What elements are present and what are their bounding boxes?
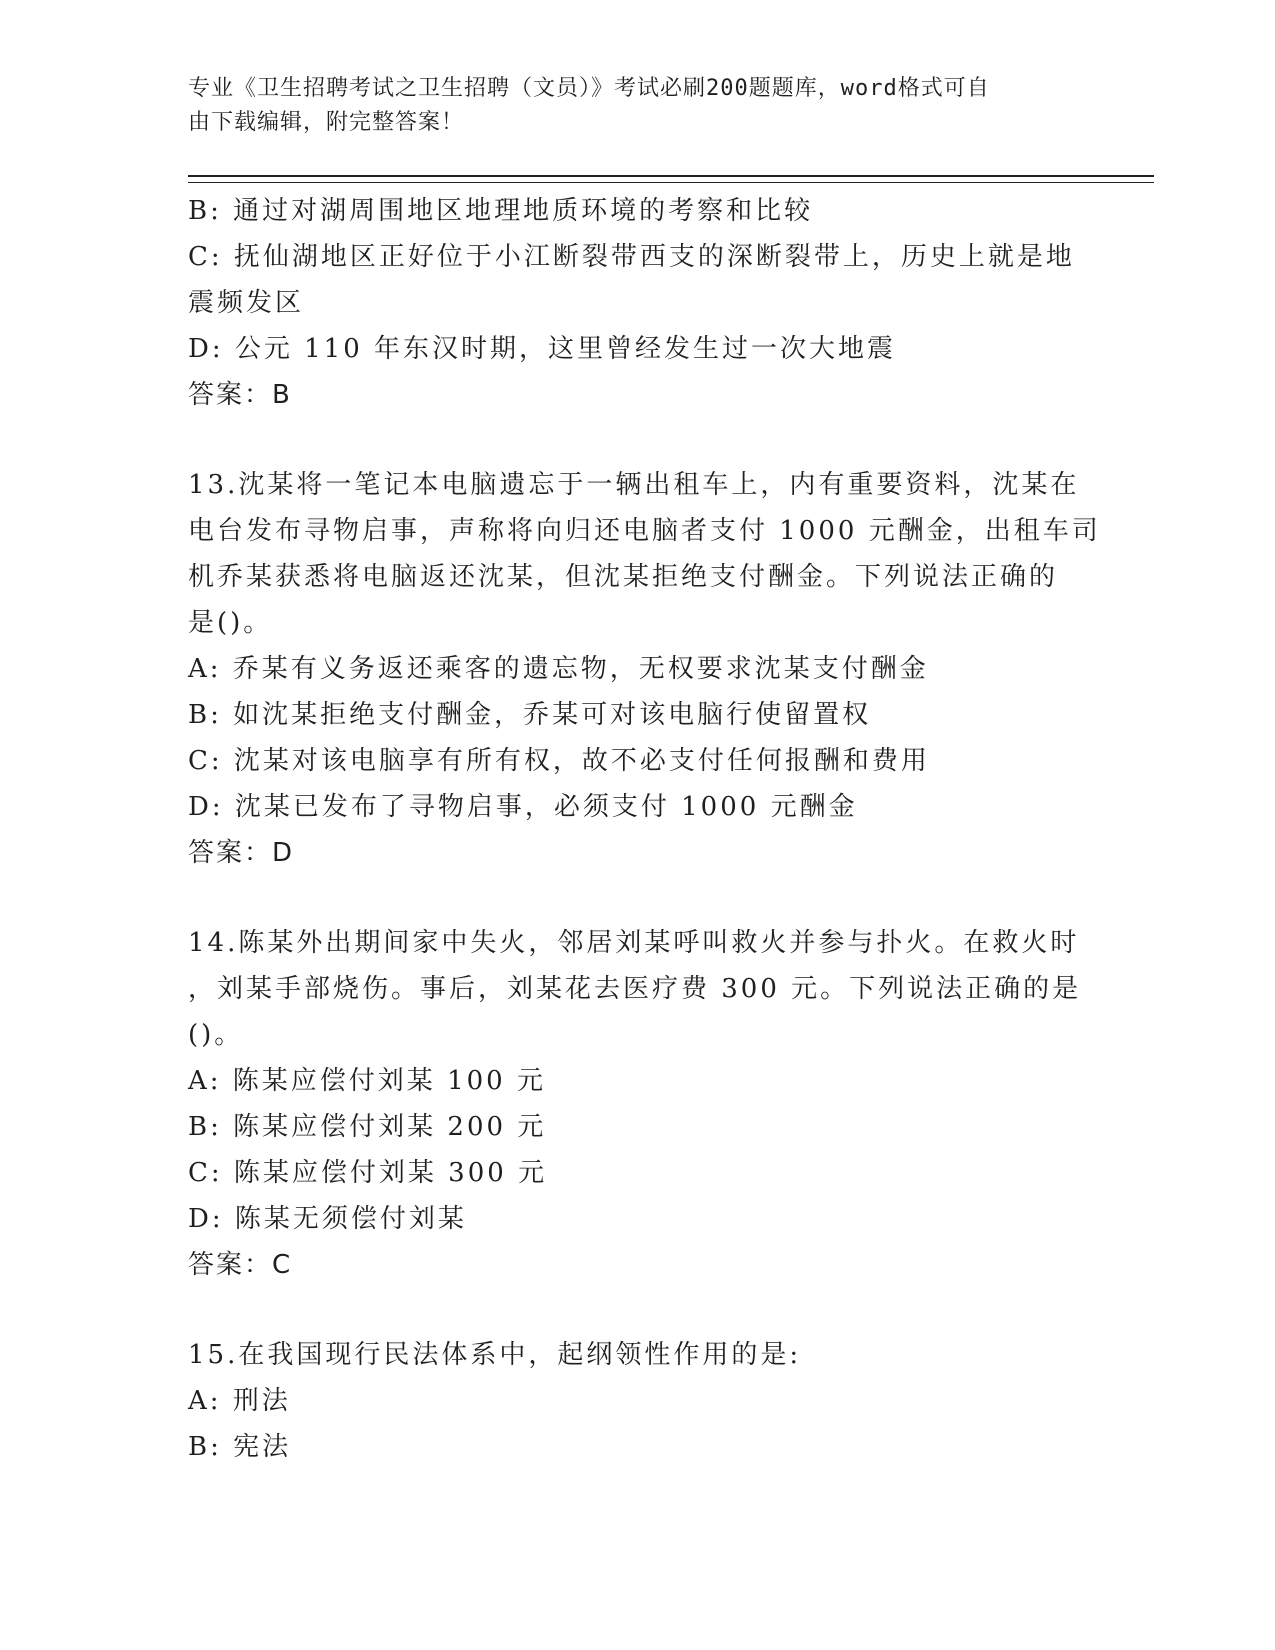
spacer: [188, 418, 1088, 462]
option-c: C: 沈某对该电脑享有所有权，故不必支付任何报酬和费用: [188, 746, 930, 776]
spacer: [188, 876, 1088, 920]
option-a: A: 刑法: [188, 1386, 291, 1416]
header-divider-thick: [188, 175, 1154, 177]
option-c-line-1: C: 抚仙湖地区正好位于小江断裂带西支的深断裂带上，历史上就是地: [188, 242, 1075, 272]
question-stem-line-1: 13.沈某将一笔记本电脑遗忘于一辆出租车上，内有重要资料，沈某在: [188, 470, 1080, 500]
question-block-14: [188, 920, 1088, 1288]
question-stem-line-1: 15.在我国现行民法体系中，起纲领性作用的是:: [188, 1340, 802, 1370]
option-d: D: 沈某已发布了寻物启事，必须支付 1000 元酬金: [188, 792, 858, 822]
answer-line: 答案：C: [188, 1250, 293, 1280]
spacer: [188, 1288, 1088, 1332]
option-b: B: 宪法: [188, 1432, 292, 1462]
document-header: [188, 72, 1068, 140]
question-stem-line-1: 14.陈某外出期间家中失火，邻居刘某呼叫救火并参与扑火。在救火时: [188, 928, 1080, 958]
option-b: B: 如沈某拒绝支付酬金，乔某可对该电脑行使留置权: [188, 700, 872, 730]
question-block-15: [188, 1332, 1088, 1470]
option-d: D: 公元 110 年东汉时期，这里曾经发生过一次大地震: [188, 334, 897, 364]
document-body: [188, 188, 1101, 1470]
question-stem-line-2: ，刘某手部烧伤。事后，刘某花去医疗费 300 元。下列说法正确的是: [188, 974, 1082, 1004]
question-stem-line-3: ()。: [188, 1020, 244, 1050]
option-a: A: 陈某应偿付刘某 100 元: [188, 1066, 546, 1096]
option-b: B: 通过对湖周围地区地理地质环境的考察和比较: [188, 196, 814, 226]
answer-line: 答案：D: [188, 838, 295, 868]
question-block-prev: [188, 188, 1088, 418]
question-stem-line-3: 机乔某获悉将电脑返还沈某，但沈某拒绝支付酬金。下列说法正确的: [188, 562, 1059, 592]
option-c: C: 陈某应偿付刘某 300 元: [188, 1158, 548, 1188]
answer-line: 答案：B: [188, 380, 292, 410]
header-line-1: 专业《卫生招聘考试之卫生招聘（文员）》考试必刷200题题库，word格式可自: [188, 76, 990, 101]
header-line-2: 由下载编辑，附完整答案！: [188, 110, 465, 135]
question-stem-line-2: 电台发布寻物启事，声称将向归还电脑者支付 1000 元酬金，出租车司: [188, 516, 1101, 546]
option-d: D: 陈某无须偿付刘某: [188, 1204, 467, 1234]
option-a: A: 乔某有义务返还乘客的遗忘物，无权要求沈某支付酬金: [188, 654, 929, 684]
option-b: B: 陈某应偿付刘某 200 元: [188, 1112, 547, 1142]
question-block-13: [188, 462, 1101, 876]
question-stem-line-4: 是()。: [188, 608, 273, 638]
header-divider-thin: [188, 182, 1154, 183]
option-c-line-2: 震频发区: [188, 288, 305, 318]
